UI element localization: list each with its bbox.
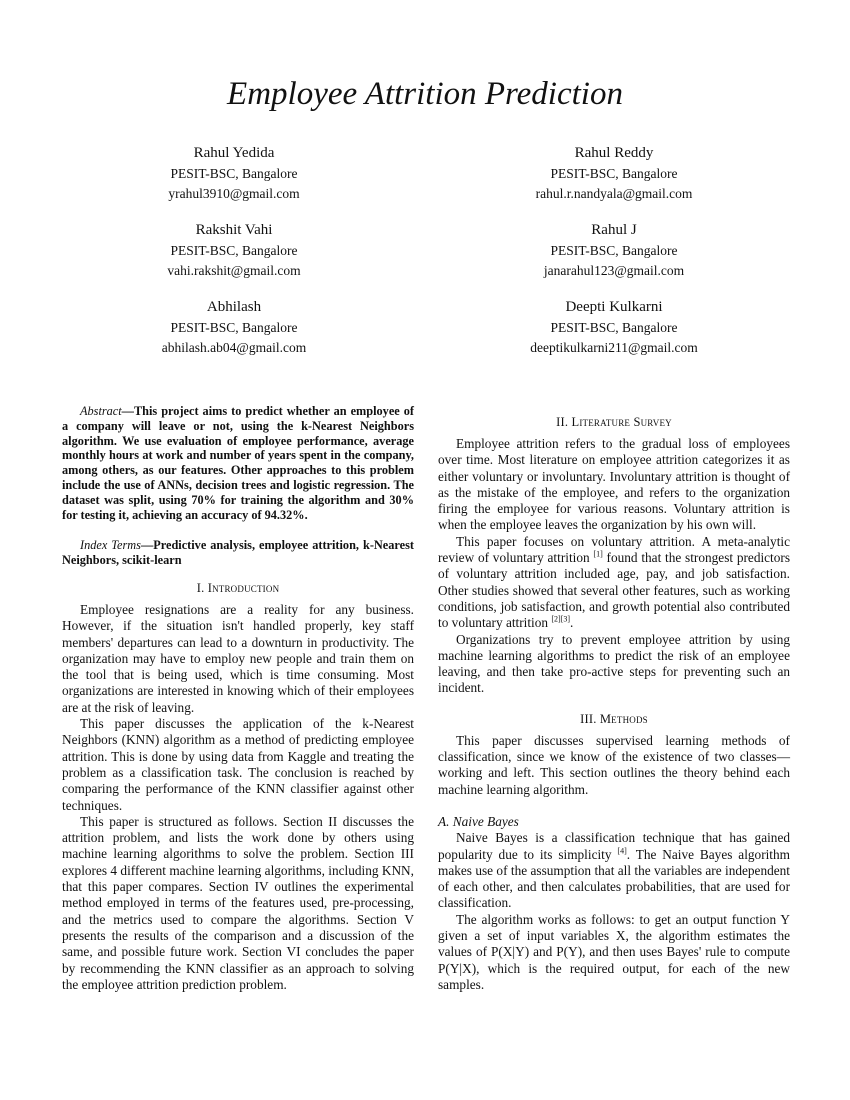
author-name: Abhilash [206, 299, 262, 315]
author-affiliation: PESIT-BSC, Bangalore [170, 320, 298, 335]
author-name: Deepti Kulkarni [565, 299, 663, 315]
author-block [464, 296, 764, 357]
section-number: I. [196, 580, 208, 595]
author-affiliation: PESIT-BSC, Bangalore [550, 166, 678, 181]
index-terms-lead: Index Terms [80, 538, 141, 553]
author-affiliation: PESIT-BSC, Bangalore [550, 243, 678, 258]
body-paragraph: The algorithm works as follows: to get an output function Y given a set of input variables X, the algorithm estimates the values of P(X|Y) and P(Y), and then uses Bayes' rule to compute P(Y|X), which is the required output, for each of the new samples. [438, 911, 790, 992]
author-block [464, 219, 764, 280]
author-name: Rakshit Vahi [195, 222, 273, 238]
author-affiliation: PESIT-BSC, Bangalore [170, 243, 298, 258]
abstract [62, 404, 414, 522]
subsection-heading-naive-bayes: A. Naive Bayes [438, 813, 519, 829]
section-heading-introduction [62, 580, 414, 596]
section-heading-literature-survey [438, 414, 790, 430]
author-affiliation: PESIT-BSC, Bangalore [170, 166, 298, 181]
author-block [84, 296, 384, 357]
author-name: Rahul Yedida [193, 145, 275, 161]
section-number: II. [556, 415, 572, 429]
body-paragraph [438, 830, 790, 911]
author-email: abhilash.ab04@gmail.com [161, 339, 307, 355]
section-title: Methods [599, 711, 648, 726]
abstract-text: —This project aims to predict whether an employee of a company will leave or not, using the k-Nearest Neighbors algorithm. We use evaluation of employee performance, average monthly hours at work and number of years spent in the company, among others, as our features. Other approaches to this problem include the use of ANNs, decision trees and logistic regression. The dataset was split, using 70% for training the algorithm and 30% for testing it, achieving an accuracy of 94.32%. [62, 404, 414, 522]
section-number: III. [580, 711, 600, 726]
body-paragraph: This paper discusses supervised learning methods of classification, since we know of the existence of two classes—working and left. This section outlines the theory behind each machine learning algorithm. [438, 732, 790, 797]
author-email: yrahul3910@gmail.com [168, 185, 300, 201]
citation: [4] [617, 846, 627, 856]
body-paragraph: This paper is structured as follows. Section II discusses the attrition problem, and lists the work done by others using machine learning algorithms to solve the problem. Section III explores 4 different machine learning algorithms, including KNN, that this paper compares. Section IV outlines the experimental method employed in terms of the features used, pre-processing, and the metrics used to compare the algorithms. Section V presents the results of the comparison and a discussion of the same, and possible future work. Section VI concludes the paper by recommending the KNN classifier as an approach to solving the employee attrition prediction problem. [62, 813, 414, 992]
citation: [1] [593, 549, 603, 559]
section-title: Introduction [207, 580, 280, 595]
section-heading-methods [438, 711, 790, 727]
author-block [464, 142, 764, 203]
paper-title: Employee Attrition Prediction [227, 76, 623, 112]
author-affiliation: PESIT-BSC, Bangalore [550, 320, 678, 335]
paragraph-text: . [570, 615, 574, 631]
body-paragraph [438, 534, 790, 632]
author-name: Rahul J [591, 222, 637, 238]
paragraph-text: found that the strongest predictors of voluntary attrition included age, pay, and job satisfaction. Other studies showed that several other features, such as working conditions, job satisfaction, and growth potential also contributed to voluntary attrition [438, 550, 791, 631]
author-email: vahi.rakshit@gmail.com [167, 262, 301, 278]
body-paragraph: This paper discusses the application of the k-Nearest Neighbors (KNN) algorithm as a method of predicting employee attrition. This is done by using data from Kaggle and treating the problem as a classification task. The conclusion is reached by comparing the performance of the KNN classifier against other techniques. [62, 716, 414, 813]
section-title: Literature Survey [571, 415, 672, 429]
body-paragraph: Organizations try to prevent employee attrition by using machine learning algorithms to predict the risk of an employee leaving, and then take pro-active steps for preventing such an incident. [438, 631, 790, 696]
index-terms-text: —Predictive analysis, employee attrition, k-Nearest Neighbors, scikit-learn [62, 538, 414, 568]
paragraph-text: This paper focuses on voluntary attrition. A meta-analytic review of voluntary attrition [438, 533, 790, 566]
paragraph-text: . The Naive Bayes algorithm makes use of the assumption that all the variables are independent of each other, and then calculates probabilities, that are used for classification. [438, 846, 790, 911]
body-paragraph: Employee resignations are a reality for any business. However, if the situation isn't handled properly, key staff members' departures can lead to a downturn in productivity. The organization may have to employ new people and train them on the tool that is being used, which is time consuming. Most organizations are interested in knowing which of their employees are at the risk of leaving. [62, 601, 414, 715]
index-terms [62, 538, 414, 568]
right-column [438, 414, 790, 993]
author-email: janarahul123@gmail.com [543, 262, 685, 278]
author-block [84, 219, 384, 280]
paragraph-text: Naive Bayes is a classification technique that has gained popularity due to its simplicity [438, 830, 790, 862]
author-block [84, 142, 384, 203]
body-paragraph: Employee attrition refers to the gradual loss of employees over time. Most literature on employee attrition categorizes it as either voluntary or involuntary. Involuntary attrition is thought of as the mistake of the employee, and refers to the organization firing the employee for various reasons. Voluntary attrition is when the employee leaves the organization by his own will. [438, 436, 790, 533]
citation: [2][3] [551, 614, 571, 624]
left-column [62, 404, 414, 993]
author-name: Rahul Reddy [574, 145, 654, 161]
abstract-lead: Abstract [80, 404, 122, 418]
author-email: rahul.r.nandyala@gmail.com [535, 185, 693, 201]
author-email: deeptikulkarni211@gmail.com [530, 339, 698, 355]
